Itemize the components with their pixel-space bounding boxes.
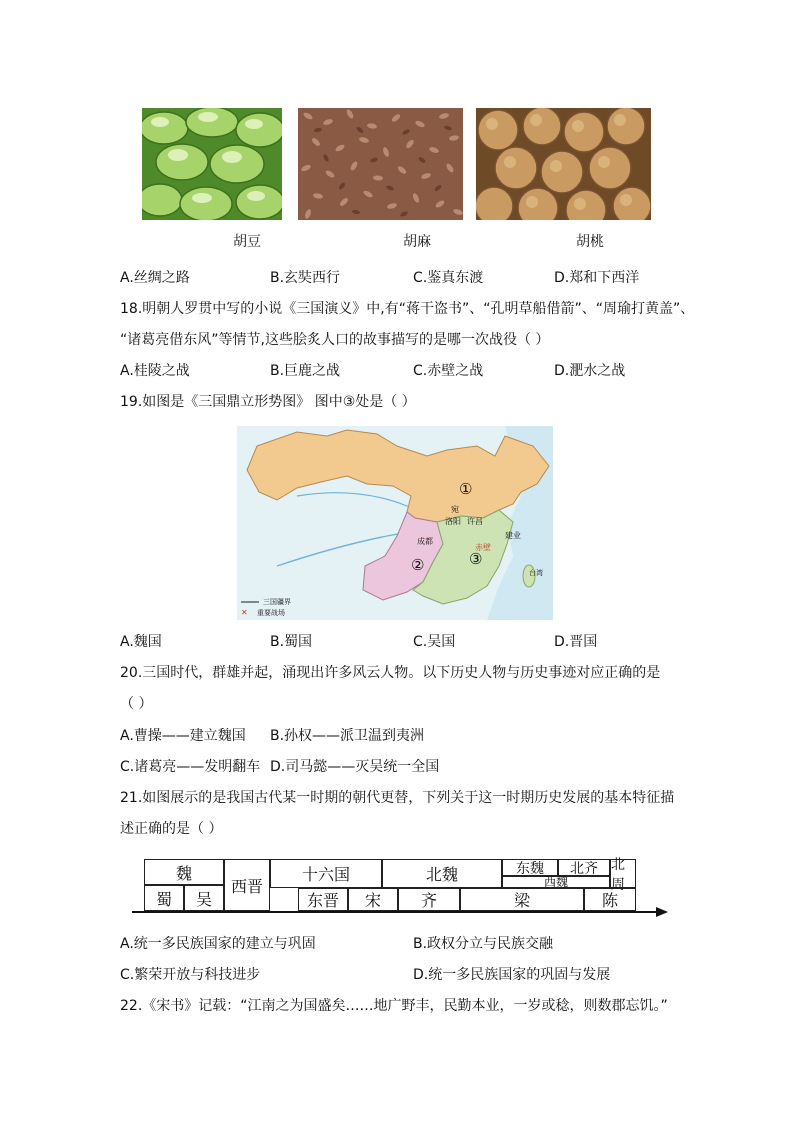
q17-option-c[interactable]: C.鉴真东渡 — [413, 270, 484, 286]
map-city-wan: 宛 — [451, 505, 459, 514]
q18-option-d[interactable]: D.淝水之战 — [554, 363, 626, 379]
map-graphic — [237, 426, 553, 620]
three-kingdoms-map — [237, 426, 553, 620]
map-city-chibi: 赤壁 — [475, 543, 491, 552]
q18-option-c[interactable]: C.赤壁之战 — [413, 363, 484, 379]
q17-option-b[interactable]: B.玄奘西行 — [270, 270, 341, 286]
q19-option-a[interactable]: A.魏国 — [120, 634, 162, 650]
tl-liang: 梁 — [460, 888, 584, 911]
tl-wu: 吴 — [184, 885, 224, 911]
flax-seed-photo — [298, 108, 463, 220]
map-marker-2: ② — [411, 556, 425, 574]
tl-song: 宋 — [348, 888, 398, 911]
tl-shiliuguo: 十六国 — [270, 859, 382, 888]
q21-option-c[interactable]: C.繁荣开放与科技进步 — [120, 967, 261, 983]
q20-option-c[interactable]: C.诸葛亮——发明翻车 — [120, 759, 261, 775]
dynasty-timeline — [130, 855, 670, 917]
tl-chen: 陈 — [584, 888, 636, 911]
flax-seed-icon — [298, 108, 463, 220]
q18-option-a[interactable]: A.桂陵之战 — [120, 363, 190, 379]
q20-option-d[interactable]: D.司马懿——灭吴统一全国 — [270, 759, 440, 775]
q20-option-a[interactable]: A.曹操——建立魏国 — [120, 728, 246, 744]
map-city-taiwan: 台湾 — [529, 569, 543, 577]
map-marker-1: ① — [459, 480, 473, 498]
tl-qi: 齐 — [398, 888, 460, 911]
map-city-jianye: 建业 — [505, 531, 521, 540]
photo-caption-broad-bean: 胡豆 — [233, 234, 261, 250]
tl-xijin: 西晋 — [224, 859, 270, 911]
map-legend-battlefield: 重要战场 — [257, 609, 285, 617]
walnut-photo — [476, 108, 651, 220]
q17-option-a[interactable]: A.丝绸之路 — [120, 270, 190, 286]
q19-stem: 19.如图是《三国鼎立形势图》 图中③处是（ ） — [120, 394, 416, 410]
tl-beizhou: 北周 — [610, 859, 636, 888]
q20-option-b[interactable]: B.孙权——派卫温到夷洲 — [270, 728, 425, 744]
q22-stem-line1: 22.《宋书》记载：“江南之为国盛矣……地广野丰，民勤本业，一岁或稔，则数郡忘饥。” — [120, 998, 668, 1014]
q21-option-a[interactable]: A.统一多民族国家的建立与巩固 — [120, 936, 316, 952]
q21-stem-line2: 述正确的是（ ） — [120, 821, 223, 837]
q18-stem-line2: “诸葛亮借东风”等情节,这些脍炙人口的故事描写的是哪一次战役（ ） — [120, 332, 550, 348]
broad-bean-photo — [142, 108, 282, 220]
q17-option-d[interactable]: D.郑和下西洋 — [554, 270, 640, 286]
tl-beiwei: 北魏 — [382, 859, 502, 888]
q20-stem-line2: （ ） — [120, 696, 153, 712]
map-marker-3: ③ — [469, 550, 483, 568]
tl-dongwei: 东魏 — [502, 859, 558, 876]
q21-option-b[interactable]: B.政权分立与民族交融 — [413, 936, 554, 952]
q19-option-b[interactable]: B.蜀国 — [270, 634, 313, 650]
q19-option-c[interactable]: C.吴国 — [413, 634, 456, 650]
tl-shu: 蜀 — [144, 885, 184, 911]
walnut-icon — [476, 108, 651, 220]
q21-option-d[interactable]: D.统一多民族国家的巩固与发展 — [413, 967, 611, 983]
map-legend-boundary: 三国疆界 — [263, 598, 291, 606]
tl-beiqi: 北齐 — [558, 859, 610, 876]
q18-stem-line1: 18.明朝人罗贯中写的小说《三国演义》中,有“蒋干盗书”、“孔明草船借箭”、“周瑜打黄盖”、 — [120, 301, 695, 317]
timeline-arrow-icon — [130, 907, 670, 917]
q19-option-d[interactable]: D.晋国 — [554, 634, 598, 650]
map-city-xuchang: 许昌 — [467, 517, 483, 526]
map-city-luoyang: 洛阳 — [445, 517, 461, 526]
q18-option-b[interactable]: B.巨鹿之战 — [270, 363, 341, 379]
broad-bean-icon — [142, 108, 282, 220]
tl-wei: 魏 — [144, 859, 224, 885]
map-city-chengdu: 成都 — [417, 537, 433, 546]
photo-caption-flax: 胡麻 — [403, 234, 431, 250]
q21-stem-line1: 21.如图展示的是我国古代某一时期的朝代更替，下列关于这一时期历史发展的基本特征描 — [120, 790, 675, 806]
q20-stem-line1: 20.三国时代，群雄并起，涌现出许多风云人物。以下历史人物与历史事迹对应正确的是 — [120, 665, 661, 681]
tl-xiwei: 西魏 — [502, 876, 610, 888]
tl-dongjin: 东晋 — [298, 888, 348, 911]
svg-text:✕: ✕ — [241, 608, 248, 617]
photo-caption-walnut: 胡桃 — [576, 234, 604, 250]
